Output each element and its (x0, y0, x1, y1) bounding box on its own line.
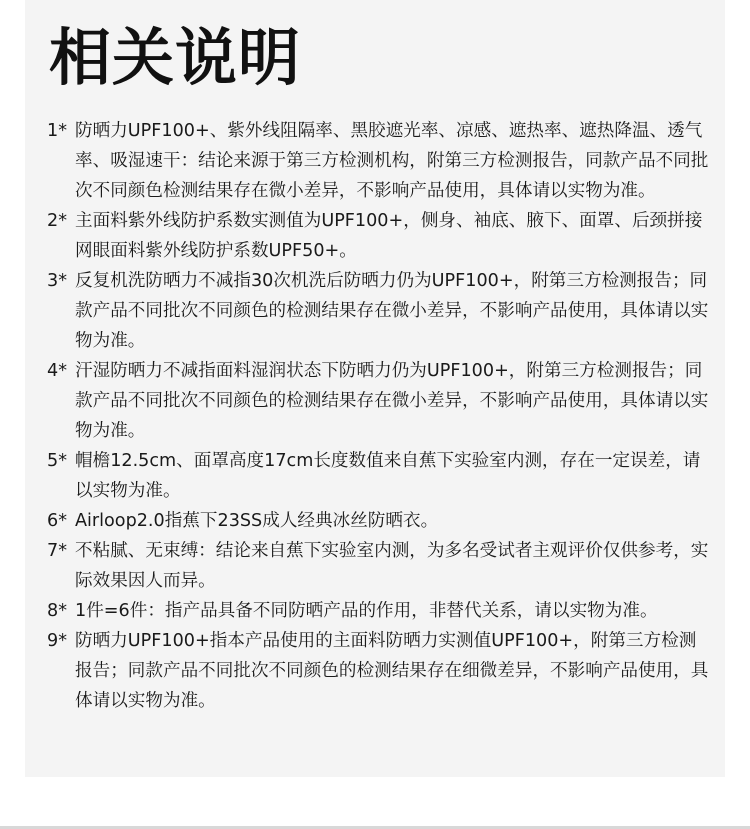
note-text: 反复机洗防晒力不减指30次机洗后防晒力仍为UPF100+，附第三方检测报告；同款产品不同批次不同颜色的检测结果存在微小差异，不影响产品使用，具体请以实物为准。 (75, 271, 709, 351)
note-number: 9* (47, 631, 67, 651)
note-text: 主面料紫外线防护系数实测值为UPF100+，侧身、袖底、腋下、面罩、后颈拼接网眼面料紫外线防护系数UPF50+。 (75, 211, 703, 261)
note-text: 不粘腻、无束缚：结论来自蕉下实验室内测，为多名受试者主观评价仅供参考，实际效果因人而异。 (75, 541, 709, 591)
note-number: 6* (47, 511, 67, 531)
note-number: 1* (47, 121, 67, 141)
note-item (47, 626, 711, 716)
note-item (47, 506, 711, 536)
note-item (47, 266, 711, 356)
note-item (47, 536, 711, 596)
note-number: 2* (47, 211, 67, 231)
note-text: 帽檐12.5cm、面罩高度17cm长度数值来自蕉下实验室内测，存在一定误差，请以实物为准。 (75, 451, 701, 501)
note-item (47, 596, 711, 626)
note-number: 5* (47, 451, 67, 471)
note-item (47, 446, 711, 506)
note-item (47, 116, 711, 206)
note-number: 8* (47, 601, 67, 621)
note-number: 4* (47, 361, 67, 381)
note-number: 7* (47, 541, 67, 561)
notes-list (47, 116, 711, 716)
note-text: 防晒力UPF100+指本产品使用的主面料防晒力实测值UPF100+，附第三方检测报告；同款产品不同批次不同颜色的检测结果存在细微差异，不影响产品使用，具体请以实物为准。 (75, 631, 709, 711)
notes-card (25, 0, 725, 777)
note-text: 1件=6件：指产品具备不同防晒产品的作用，非替代关系，请以实物为准。 (75, 601, 658, 621)
note-number: 3* (47, 271, 67, 291)
note-text: Airloop2.0指蕉下23SS成人经典冰丝防晒衣。 (75, 511, 439, 531)
page-title: 相关说明 (49, 21, 302, 94)
note-item (47, 206, 711, 266)
note-text: 防晒力UPF100+、紫外线阻隔率、黑胶遮光率、凉感、遮热率、遮热降温、透气率、吸湿速干：结论来源于第三方检测机构，附第三方检测报告，同款产品不同批次不同颜色检测结果存在微小差异，不影响产品使用，具体请以实物为准。 (75, 121, 709, 201)
note-text: 汗湿防晒力不减指面料湿润状态下防晒力仍为UPF100+，附第三方检测报告；同款产品不同批次不同颜色的检测结果存在微小差异，不影响产品使用，具体请以实物为准。 (75, 361, 709, 441)
note-item (47, 356, 711, 446)
